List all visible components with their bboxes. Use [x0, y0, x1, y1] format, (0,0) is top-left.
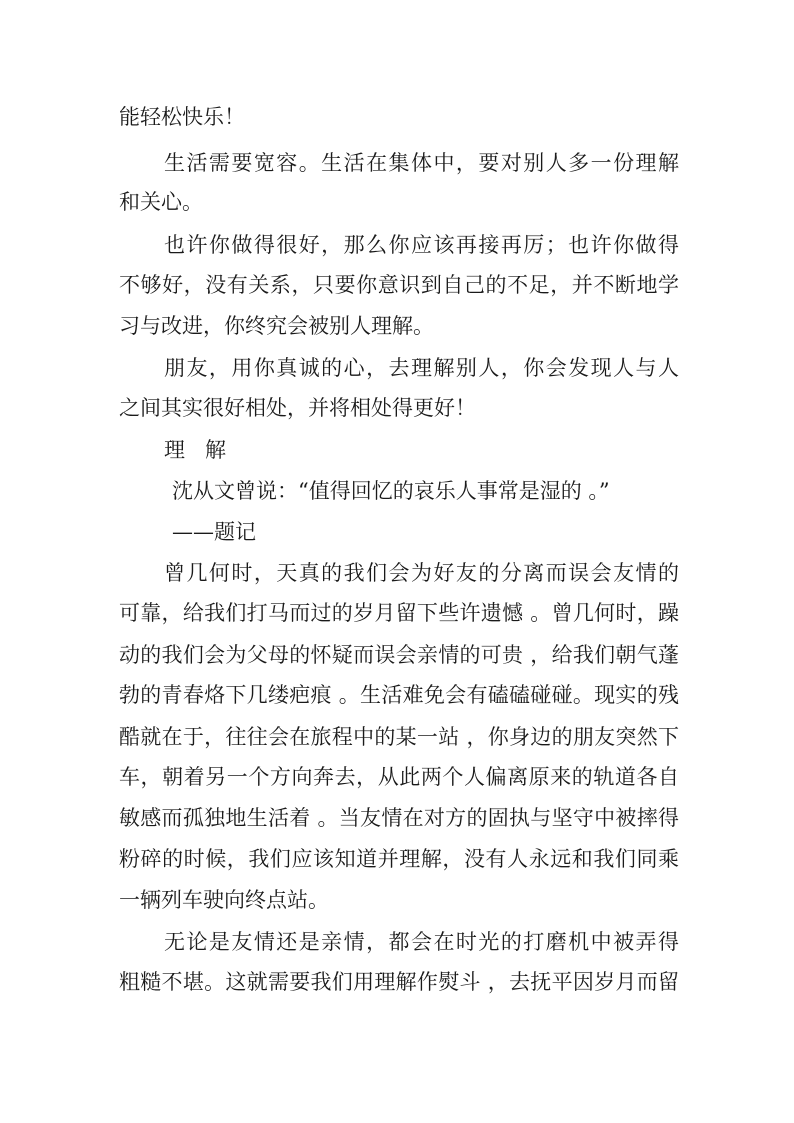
paragraph-line: 习与改进，你终究会被别人理解。 [119, 314, 434, 338]
paragraph-line: 也许你做得很好，那么你应该再接再厉；也许你做得 [164, 233, 679, 257]
paragraph-line: 不够好，没有关系，只要你意识到自己的不足，并不断地学 [119, 273, 679, 297]
paragraph-line: 可靠，给我们打马而过的岁月留下些许遗憾 。曾几何时，躁 [119, 601, 679, 625]
epigraph-quote: 沈从文曾说：“值得回忆的哀乐人事常是湿的 。” [172, 479, 610, 503]
paragraph-line: 酷就在于，往往会在旅程中的某一站 ，你身边的朋友突然下 [119, 725, 679, 749]
paragraph-line: 曾几何时，天真的我们会为好友的分离而误会友情的 [164, 561, 679, 585]
paragraph-line: 勃的青春烙下几缕疤痕 。生活难免会有磕磕碰碰。现实的残 [119, 683, 679, 707]
paragraph-line: 粉碎的时候，我们应该知道并理解，没有人永远和我们同乘 [119, 847, 679, 871]
section-title: 理解 [164, 438, 246, 462]
paragraph-line: 之间其实很好相处，并将相处得更好！ [119, 396, 476, 420]
paragraph-line: 朋友，用你真诚的心，去理解别人，你会发现人与人 [164, 356, 679, 380]
paragraph-line: 和关心。 [119, 190, 203, 214]
epigraph-attribution: ——题记 [172, 520, 256, 544]
paragraph-line: 无论是友情还是亲情，都会在时光的打磨机中被弄得 [164, 930, 679, 954]
paragraph-line: 车，朝着另一个方向奔去，从此两个人偏离原来的轨道各自 [119, 765, 679, 789]
paragraph-line: 敏感而孤独地生活着 。当友情在对方的固执与坚守中被摔得 [119, 806, 679, 830]
paragraph-line: 能轻松快乐！ [119, 105, 245, 129]
paragraph-line: 粗糙不堪。这就需要我们用理解作熨斗 ，去抚平因岁月而留 [119, 970, 679, 994]
paragraph-line: 动的我们会为父母的怀疑而误会亲情的可贵 ，给我们朝气蓬 [119, 643, 679, 667]
paragraph-line: 一辆列车驶向终点站。 [119, 888, 329, 912]
paragraph-line: 生活需要宽容。生活在集体中，要对别人多一份理解 [164, 151, 679, 175]
